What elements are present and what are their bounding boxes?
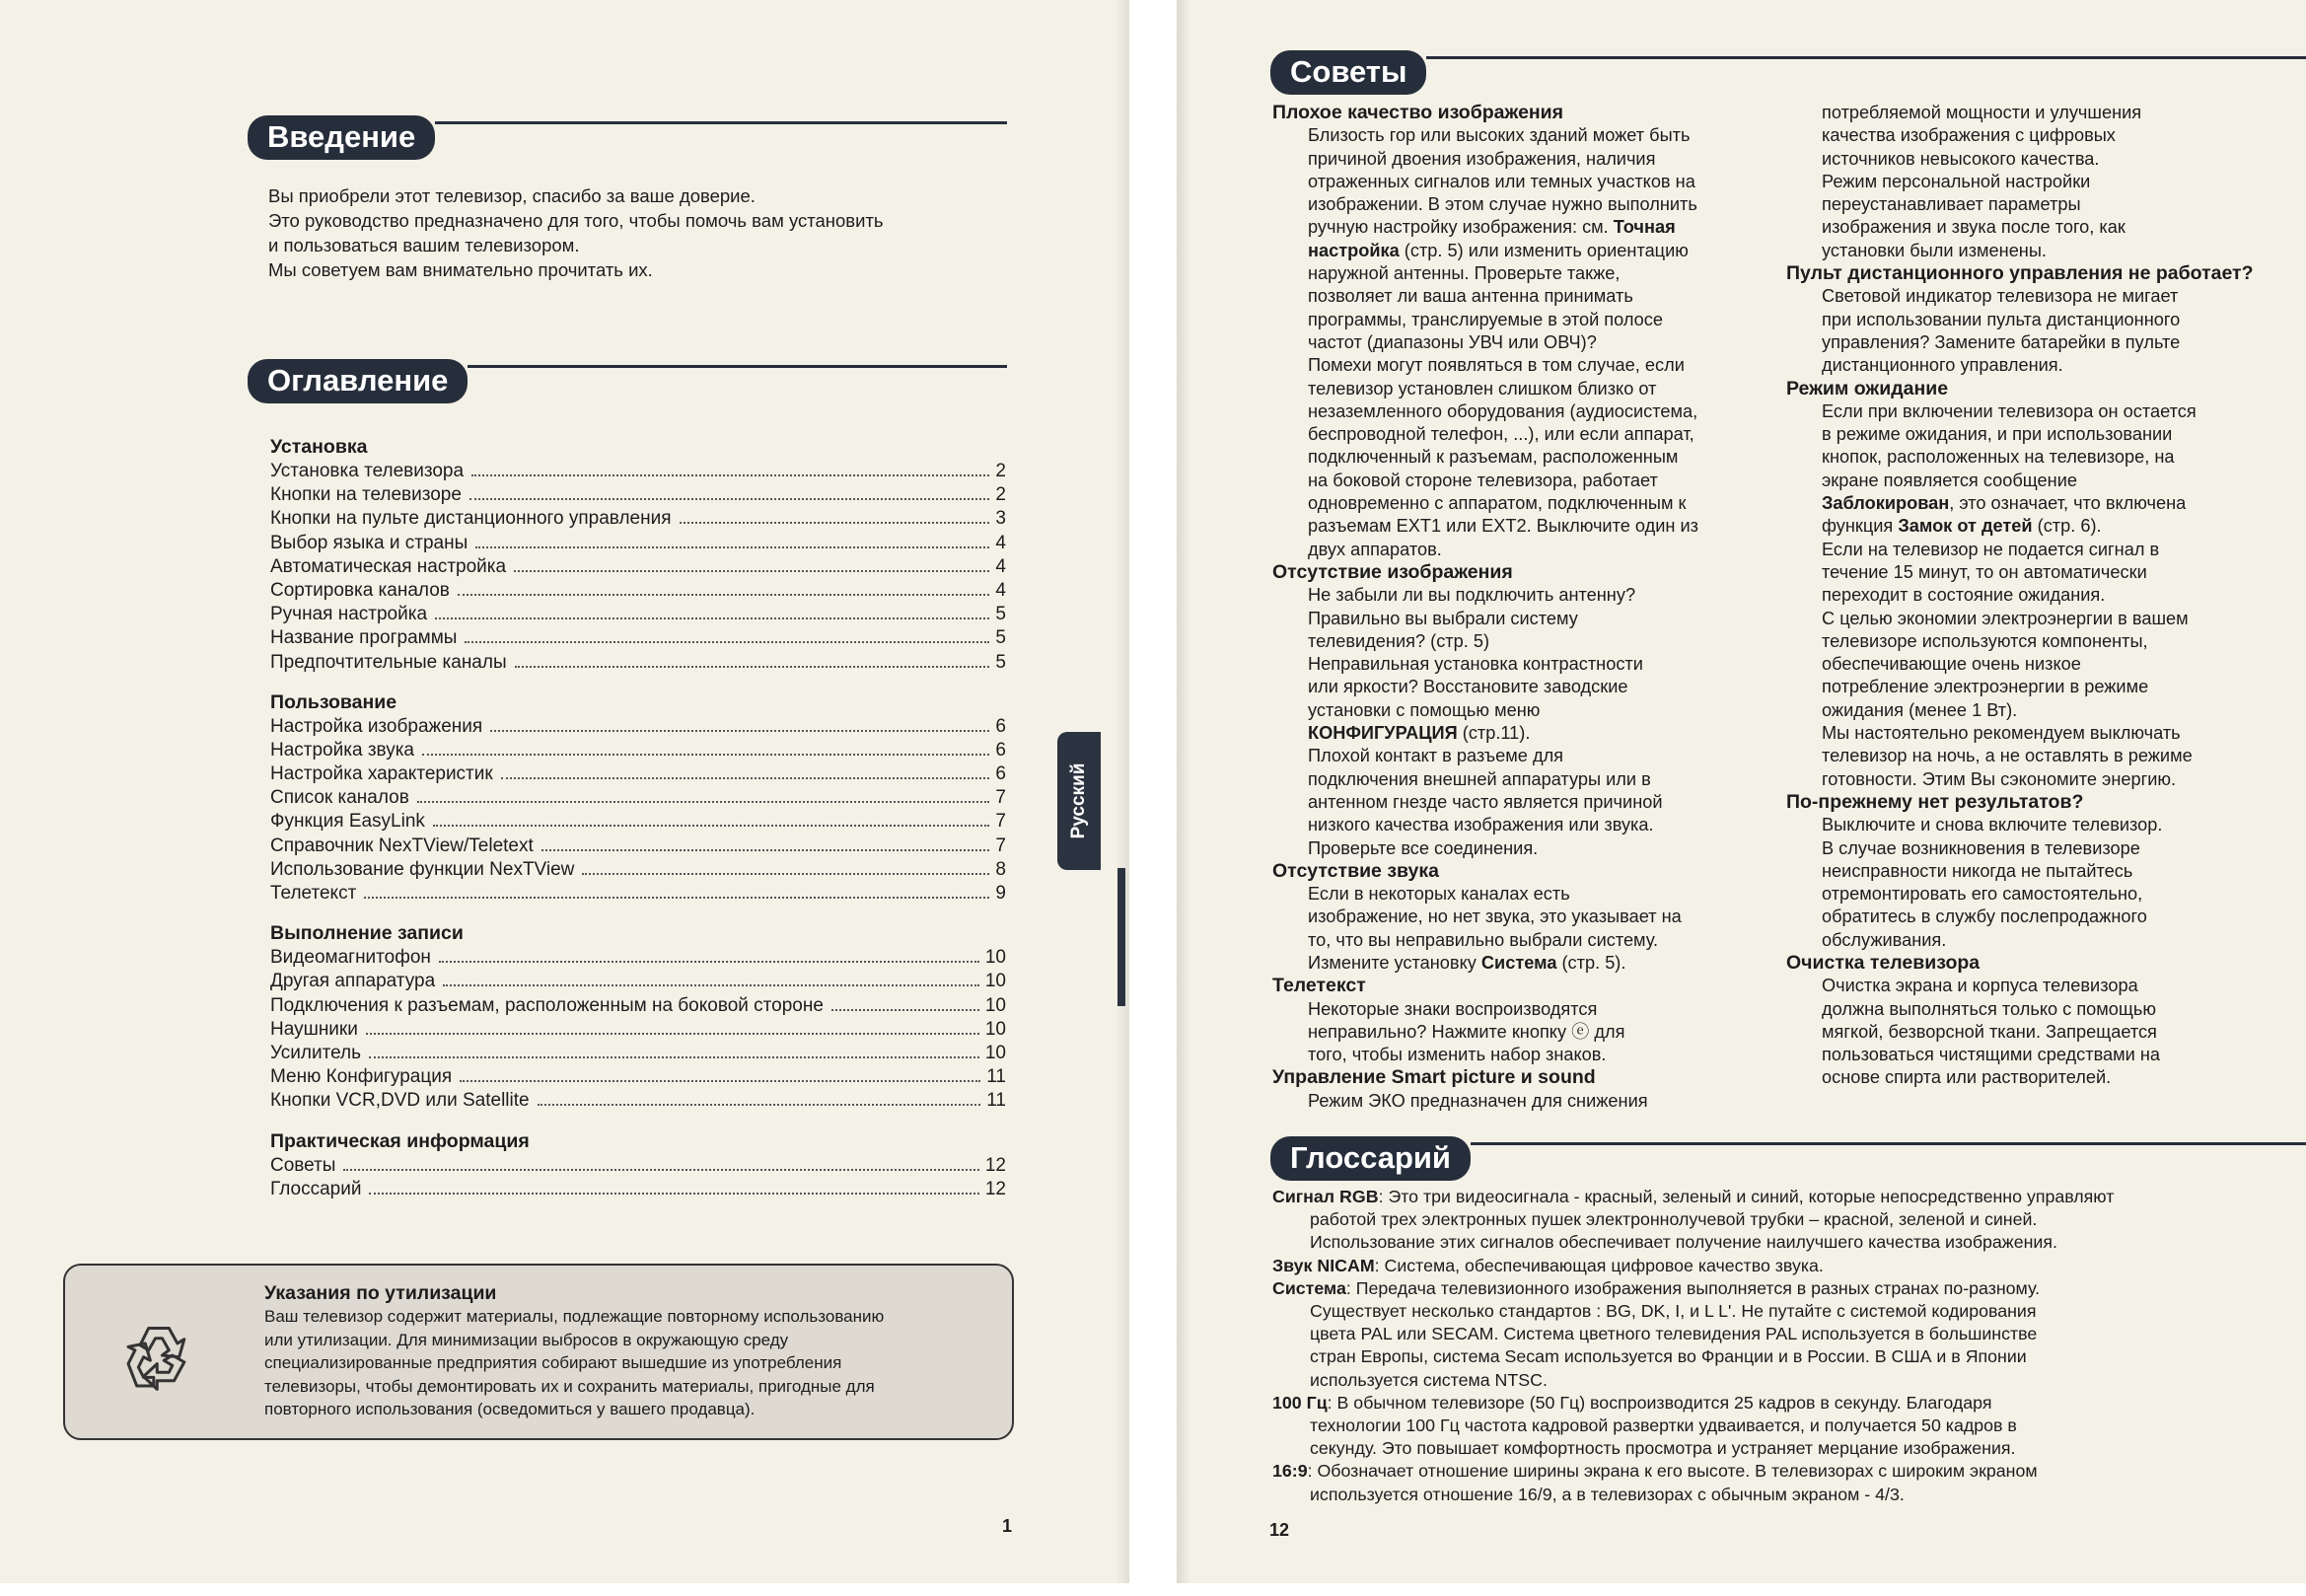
intro-title: Введение <box>248 115 435 160</box>
tip-section <box>1786 102 2299 262</box>
toc-dot-leader <box>831 1009 979 1011</box>
toc-entry-page: 7 <box>995 834 1006 856</box>
glossary-entry <box>1272 1392 2269 1461</box>
toc-entry[interactable] <box>270 555 1006 579</box>
tip-line: частот (диапазоны УВЧ или ОВЧ)? <box>1308 331 1597 352</box>
tip-line: программы, транслируемые в этой полосе <box>1308 309 1664 329</box>
tip-line: должна выполняться только с помощью <box>1822 998 2156 1019</box>
tip-heading: Режим ожидание <box>1786 377 1949 399</box>
toc-dot-leader <box>343 1169 978 1171</box>
toc-entry-page: 2 <box>995 484 1006 506</box>
toc-dot-leader <box>501 777 990 779</box>
tip-line: мягкой, безворсной ткани. Запрещается <box>1822 1021 2157 1042</box>
tip-section <box>1272 975 1766 1066</box>
tip-line: Плохой контакт в разъеме для <box>1308 746 1564 766</box>
toc-entry-title: Телетекст <box>270 883 357 904</box>
toc-dot-leader <box>514 570 989 572</box>
tip-line: наружной антенны. Проверьте также, <box>1308 263 1621 284</box>
tip-body <box>1786 814 2299 952</box>
tip-line: готовности. Этим Вы сэкономите энергию. <box>1822 768 2177 789</box>
tip-body <box>1786 400 2299 791</box>
intro-header <box>248 115 1007 160</box>
tip-line: Не забыли ли вы подключить антенну? <box>1308 585 1636 606</box>
tip-line: обслуживания. <box>1822 929 1947 950</box>
tip-line: беспроводной телефон, ...), или если аппарат, <box>1308 424 1694 445</box>
toc-entry[interactable] <box>270 507 1006 531</box>
glossary-term: Система <box>1272 1277 1346 1298</box>
toc-dot-leader <box>465 641 989 643</box>
toc-entry-title: Использование функции NexTView <box>270 858 575 880</box>
tip-line: то, что вы неправильно выбрали систему. <box>1308 929 1659 950</box>
toc-entry-page: 6 <box>995 739 1006 761</box>
toc-entry-title: Название программы <box>270 627 458 649</box>
toc-dot-leader <box>417 801 990 803</box>
toc-entry[interactable] <box>270 483 1006 507</box>
tip-body <box>1786 285 2299 377</box>
toc-dot-leader <box>582 873 989 875</box>
tip-line: телевизоре используются компоненты, <box>1822 630 2148 651</box>
toc-entry-page: 6 <box>995 763 1006 785</box>
toc-entry-title: Установка телевизора <box>270 461 465 481</box>
tip-line: дистанционного управления. <box>1822 355 2063 376</box>
toc-entry-title: Другая аппаратура <box>270 971 436 992</box>
recycle-icon <box>116 1313 201 1398</box>
tip-line: подключенный к разъемам, расположенным <box>1308 447 1679 468</box>
tip-section <box>1272 860 1766 975</box>
glossary-entry <box>1272 1186 2269 1255</box>
toc-group <box>270 690 1006 907</box>
tip-line: того, чтобы изменить набор знаков. <box>1308 1045 1607 1065</box>
tip-line: Помехи могут появляться в том случае, если <box>1308 355 1685 376</box>
toc-entry-title: Подключения к разъемам, расположенным на боковой стороне <box>270 994 824 1016</box>
toc-entry-page: 2 <box>995 461 1006 481</box>
tips-column-1 <box>1272 102 1766 1113</box>
toc-entry-page: 10 <box>984 1042 1006 1063</box>
tip-line: Если при включении телевизора он остается <box>1822 400 2197 421</box>
tip-heading: Управление Smart picture и sound <box>1272 1066 1596 1089</box>
toc-entry[interactable] <box>270 1089 1006 1113</box>
language-tab <box>1057 732 1101 870</box>
tip-line: потребляемой мощности и улучшения <box>1822 103 2142 122</box>
tip-line: КОНФИГУРАЦИЯ (стр.11). <box>1308 723 1531 744</box>
recycling-line: специализированные предприятия собирают вышедшие из употребления <box>264 1353 842 1372</box>
toc-entry-page: 11 <box>986 1066 1006 1088</box>
toc-entry-title: Советы <box>270 1154 336 1176</box>
toc-group <box>270 1129 1006 1201</box>
tip-line: незаземленного оборудования (аудиосистема, <box>1308 400 1698 421</box>
tip-line: или яркости? Восстановите заводские <box>1308 677 1628 697</box>
tip-line: разъемам EXT1 или EXT2. Выключите один из <box>1308 516 1698 537</box>
left-page <box>0 0 1129 1583</box>
tip-line: при использовании пульта дистанционного <box>1822 309 2181 329</box>
toc-entry-page: 5 <box>995 604 1006 625</box>
tip-body <box>1786 102 2299 262</box>
toc-group-heading: Установка <box>270 436 368 458</box>
tip-line: телевидения? (стр. 5) <box>1308 630 1490 651</box>
recycling-text <box>264 1281 994 1421</box>
toc-entry-page: 11 <box>986 1090 1006 1112</box>
toc-entry-title: Функция EasyLink <box>270 811 425 833</box>
toc-dot-leader <box>369 1193 978 1195</box>
tips-column-2 <box>1786 102 2299 1090</box>
glossary-definition-line: используется система NTSC. <box>1310 1369 1548 1390</box>
tip-line: двух аппаратов. <box>1308 539 1442 559</box>
tip-line: экране появляется сообщение <box>1822 470 2077 490</box>
intro-text <box>268 183 1018 282</box>
tip-line: Очистка экрана и корпуса телевизора <box>1822 976 2138 996</box>
toc-dot-leader <box>469 498 989 500</box>
tip-line: Правильно вы выбрали систему <box>1308 608 1578 628</box>
toc-dot-leader <box>541 849 990 851</box>
tip-line: Заблокирован, это означает, что включена <box>1822 493 2187 514</box>
tip-line: обеспечивающие очень низкое <box>1822 654 2081 675</box>
intro-rule <box>435 121 1007 124</box>
tip-line: отраженных сигналов или темных участков на <box>1308 171 1695 191</box>
toc-entry[interactable] <box>270 715 1006 739</box>
toc-entry[interactable] <box>270 786 1006 810</box>
tip-line: качества изображения с цифровых <box>1822 125 2116 146</box>
glossary-entry <box>1272 1277 2269 1392</box>
glossary-term: Сигнал RGB <box>1272 1187 1379 1206</box>
toc-entry[interactable] <box>270 762 1006 786</box>
toc-dot-leader <box>422 754 989 756</box>
tip-line: Некоторые знаки воспроизводятся <box>1308 998 1598 1019</box>
tip-line: Измените установку Система (стр. 5). <box>1308 952 1626 973</box>
tip-line: Выключите и снова включите телевизор. <box>1822 815 2163 835</box>
toc-entry-title: Выбор языка и страны <box>270 532 468 553</box>
tip-heading: Отсутствие изображения <box>1272 560 1513 583</box>
toc-entry-page: 5 <box>995 651 1006 673</box>
toc-entry-page: 7 <box>995 811 1006 833</box>
toc-entry-title: Наушники <box>270 1018 358 1040</box>
glossary-definition-line: цвета PAL или SECAM. Система цветного телевидения PAL используется в большинстве <box>1310 1324 2038 1344</box>
tip-line: телевизор на ночь, а не оставлять в режиме <box>1822 746 2193 766</box>
toc-dot-leader <box>515 666 990 668</box>
toc-entry-title: Кнопки на телевизоре <box>270 484 462 506</box>
tip-heading: По-прежнему нет результатов? <box>1786 790 2084 813</box>
toc-entry-page: 3 <box>995 508 1006 530</box>
toc-entry[interactable] <box>270 739 1006 762</box>
toc-dot-leader <box>369 1056 979 1058</box>
glossary-definition-line: технологии 100 Гц частота кадровой развертки удваивается, и получается 50 кадров в <box>1310 1415 2017 1436</box>
tip-line: управления? Замените батарейки в пульте <box>1822 331 2181 352</box>
recycling-line: Ваш телевизор содержит материалы, подлежащие повторному использованию <box>264 1307 885 1326</box>
toc-entry[interactable] <box>270 810 1006 834</box>
tip-line: ручную настройку изображения: см. Точная <box>1308 217 1676 238</box>
intro-line: Это руководство предназначено для того, чтобы помочь вам установить <box>268 210 884 231</box>
tip-line: Световой индикатор телевизора не мигает <box>1822 286 2179 307</box>
toc-entry[interactable] <box>270 579 1006 603</box>
tip-line: в режиме ожидания, и при использовании <box>1822 424 2173 445</box>
toc-entry-page: 10 <box>984 994 1006 1016</box>
toc-entry-page: 12 <box>984 1154 1006 1176</box>
toc-group <box>270 921 1006 1113</box>
tip-heading: Очистка телевизора <box>1786 951 1981 974</box>
tip-line: Мы настоятельно рекомендуем выключать <box>1822 723 2181 744</box>
glossary-term: Звук NICAM <box>1272 1255 1375 1275</box>
glossary-definition-first-line: Система: Передача телевизионного изображения выполняется в разных странах по-разному. <box>1272 1277 2041 1298</box>
glossary-term: 100 Гц <box>1272 1392 1328 1413</box>
tip-line: источников невысокого качества. <box>1822 148 2100 169</box>
glossary-rule <box>1471 1142 2306 1145</box>
toc-entry-page: 7 <box>995 787 1006 809</box>
tip-line: В случае возникновения в телевизоре <box>1822 837 2140 858</box>
recycling-title: Указания по утилизации <box>264 1282 497 1304</box>
toc-entry[interactable] <box>270 651 1006 675</box>
tip-line: изображение, но нет звука, это указывает на <box>1308 907 1682 927</box>
toc-entry-page: 4 <box>995 555 1006 577</box>
page-gutter-shadow <box>1116 0 1129 1583</box>
toc-entry-title: Глоссарий <box>270 1178 362 1199</box>
glossary-definition-line: секунду. Это повышает комфортность просмотра и устраняет мерцание изображения. <box>1310 1438 2016 1459</box>
tip-heading: Телетекст <box>1272 975 1366 997</box>
glossary-definition-line: Использование этих сигналов обеспечивает получение наилучшего качества изображения. <box>1310 1232 2057 1253</box>
intro-line: и пользоваться вашим телевизором. <box>268 235 580 255</box>
tip-heading: Пульт дистанционного управления не работает? <box>1786 262 2254 285</box>
toc-entry-page: 4 <box>995 579 1006 601</box>
toc-entry-title: Ручная настройка <box>270 604 428 625</box>
toc-entry-title: Кнопки VCR,DVD или Satellite <box>270 1090 530 1112</box>
tip-line: пользоваться чистящими средствами на <box>1822 1045 2161 1065</box>
glossary-definition-first-line: 16:9: Обозначает отношение ширины экрана к его высоте. В телевизорах с широким экраном <box>1272 1461 2038 1482</box>
toc-dot-leader <box>490 730 989 732</box>
tip-line: позволяет ли ваша антенна принимать <box>1308 286 1633 307</box>
tip-line: причиной двоения изображения, наличия <box>1308 148 1656 169</box>
glossary-definition-first-line: Звук NICAM: Система, обеспечивающая цифровое качество звука. <box>1272 1255 1824 1275</box>
glossary-title: Глоссарий <box>1270 1136 1471 1181</box>
toc-entry[interactable] <box>270 460 1006 483</box>
tip-line: потребление электроэнергии в режиме <box>1822 677 2149 697</box>
toc-entry[interactable] <box>270 946 1006 970</box>
recycling-line: повторного использования (осведомиться у вашего продавца). <box>264 1400 756 1418</box>
tip-line: Режим персональной настройки <box>1822 171 2091 191</box>
tip-body <box>1272 998 1766 1067</box>
toc-entry[interactable] <box>270 994 1006 1018</box>
toc-group <box>270 435 1006 675</box>
tip-line: установки были изменены. <box>1822 240 2047 260</box>
toc-entry-title: Настройка изображения <box>270 715 483 737</box>
toc-entry-page: 10 <box>984 947 1006 969</box>
tip-line: ожидания (менее 1 Вт). <box>1822 699 2018 720</box>
tip-line: Проверьте все соединения. <box>1308 837 1539 858</box>
toc-entry-title: Кнопки на пульте дистанционного управления <box>270 508 672 530</box>
toc-entry[interactable] <box>270 834 1006 858</box>
tip-body <box>1786 975 2299 1089</box>
toc-dot-leader <box>366 1033 979 1035</box>
toc-entry-page: 9 <box>995 883 1006 904</box>
recycling-line: телевизоры, чтобы демонтировать их и сохранить материалы, пригодные для <box>264 1376 875 1396</box>
tip-line: С целью экономии электроэнергии в вашем <box>1822 608 2189 628</box>
glossary-term: 16:9 <box>1272 1461 1308 1482</box>
tip-section <box>1272 1066 1766 1113</box>
toc-entry[interactable] <box>270 858 1006 882</box>
toc-entry[interactable] <box>270 1065 1006 1089</box>
tip-line: низкого качества изображения или звука. <box>1308 815 1654 835</box>
toc-entry-title: Автоматическая настройка <box>270 555 507 577</box>
page-number-left: 1 <box>1002 1516 1013 1536</box>
recycling-line: или утилизации. Для минимизации выбросов в окружающую среду <box>264 1330 789 1349</box>
tip-line: течение 15 минут, то он автоматически <box>1822 561 2147 582</box>
tab-strip <box>1117 868 1125 1006</box>
tip-line: неисправности никогда не пытайтесь <box>1822 860 2133 881</box>
tip-line: Неправильная установка контрастности <box>1308 654 1643 675</box>
toc-entry-title: Список каналов <box>270 787 409 809</box>
toc-entry[interactable] <box>270 626 1006 650</box>
tip-line: на боковой стороне телевизора, работает <box>1308 470 1658 490</box>
page-gutter-shadow <box>1177 0 1190 1583</box>
toc-entry[interactable] <box>270 1018 1006 1042</box>
tip-line: телевизор установлен слишком близко от <box>1308 378 1657 399</box>
tip-line: антенном гнезде часто является причиной <box>1308 791 1663 812</box>
toc-entry[interactable] <box>270 532 1006 555</box>
toc-entry[interactable] <box>270 882 1006 906</box>
tip-heading: Отсутствие звука <box>1272 859 1439 882</box>
intro-line: Мы советуем вам внимательно прочитать их. <box>268 259 653 280</box>
tips-rule <box>1426 56 2306 59</box>
toc-entry[interactable] <box>270 1042 1006 1065</box>
tip-line: отремонтировать его самостоятельно, <box>1822 884 2143 905</box>
toc-group-heading: Практическая информация <box>270 1129 530 1152</box>
toc-entry-page: 5 <box>995 627 1006 649</box>
toc-dot-leader <box>439 961 979 963</box>
recycling-notice <box>63 1264 1014 1440</box>
tip-line: установки с помощью меню <box>1308 699 1541 720</box>
tip-section <box>1786 262 2299 377</box>
tip-section <box>1272 102 1766 561</box>
toc-group-heading: Выполнение записи <box>270 922 464 945</box>
tip-heading: Плохое качество изображения <box>1272 102 1564 123</box>
tip-section <box>1786 952 2299 1090</box>
toc-dot-leader <box>435 617 989 619</box>
glossary-definition-first-line: Сигнал RGB: Это три видеосигнала - красный, зеленый и синий, которые непосредственно управляют <box>1272 1187 2115 1206</box>
tip-line: функция Замок от детей (стр. 6). <box>1822 516 2102 537</box>
tip-line: переустанавливает параметры <box>1822 194 2081 215</box>
toc-entry[interactable] <box>270 603 1006 626</box>
tip-body <box>1272 883 1766 975</box>
toc-dot-leader <box>364 897 989 899</box>
glossary-definition-line: используется отношение 16/9, а в телевизорах с обычным экраном - 4/3. <box>1310 1484 1905 1504</box>
toc-entry-title: Предпочтительные каналы <box>270 651 507 673</box>
language-tab-label: Русский <box>1068 762 1089 839</box>
glossary-definition-line: стран Европы, система Secam используется во Франции и в России. В США и в Японии <box>1310 1346 2027 1367</box>
tip-body <box>1272 124 1766 561</box>
toc-dot-leader <box>443 984 979 986</box>
table-of-contents <box>270 435 1006 1217</box>
tip-line: Режим ЭКО предназначен для снижения <box>1308 1090 1648 1111</box>
toc-entry-title: Справочник NexTView/Teletext <box>270 834 534 856</box>
toc-group-heading: Пользование <box>270 690 397 713</box>
glossary-definition-first-line: 100 Гц: В обычном телевизоре (50 Гц) воспроизводится 25 кадров в секунду. Благодаря <box>1272 1392 1992 1413</box>
toc-entry-title: Видеомагнитофон <box>270 947 431 969</box>
tip-body <box>1272 1090 1766 1113</box>
toc-entry-title: Меню Конфигурация <box>270 1066 453 1088</box>
tip-line: обратитесь в службу послепродажного <box>1822 907 2147 927</box>
toc-entry-page: 8 <box>995 858 1006 880</box>
toc-entry-title: Настройка звука <box>270 739 414 761</box>
toc-entry-page: 12 <box>984 1178 1006 1199</box>
glossary-definition-line: Существует несколько стандартов : BG, DK, I, и L L'. Не путайте с системой кодирования <box>1310 1301 2037 1322</box>
tip-section <box>1786 791 2299 952</box>
toc-entry-page: 6 <box>995 715 1006 737</box>
toc-dot-leader <box>680 522 990 524</box>
toc-rule <box>468 365 1007 368</box>
toc-dot-leader <box>471 474 989 476</box>
toc-entry[interactable] <box>270 970 1006 993</box>
toc-entry-page: 10 <box>984 971 1006 992</box>
toc-entry-title: Усилитель <box>270 1042 362 1063</box>
toc-dot-leader <box>460 1080 980 1082</box>
toc-header <box>248 359 1007 403</box>
toc-entry[interactable] <box>270 1178 1006 1201</box>
toc-entry[interactable] <box>270 1154 1006 1178</box>
tip-line: кнопок, расположенных на телевизоре, на <box>1822 447 2175 468</box>
page-number-right: 12 <box>1269 1520 1290 1540</box>
tips-title: Советы <box>1270 50 1426 95</box>
tip-line: Близость гор или высоких зданий может быть <box>1308 125 1691 146</box>
toc-entry-page: 4 <box>995 532 1006 553</box>
intro-line: Вы приобрели этот телевизор, спасибо за ваше доверие. <box>268 185 756 206</box>
toc-entry-page: 10 <box>984 1018 1006 1040</box>
tip-section <box>1272 561 1766 860</box>
tip-section <box>1786 378 2299 791</box>
tip-line: изображении. В этом случае нужно выполнить <box>1308 194 1697 215</box>
toc-title: Оглавление <box>248 359 468 403</box>
tip-body <box>1272 584 1766 860</box>
toc-entry-title: Сортировка каналов <box>270 579 450 601</box>
glossary-header <box>1270 1136 2306 1181</box>
tip-line: основе спирта или растворителей. <box>1822 1067 2112 1088</box>
tips-header <box>1270 50 2306 95</box>
glossary-list <box>1272 1186 2269 1506</box>
tip-line: Если на телевизор не подается сигнал в <box>1822 539 2160 559</box>
toc-dot-leader <box>538 1104 981 1106</box>
toc-dot-leader <box>433 825 990 827</box>
tip-line: одновременно с аппаратом, подключенным к <box>1308 493 1687 514</box>
tip-line: Если в некоторых каналах есть <box>1308 884 1570 905</box>
tip-line: изображения и звука после того, как <box>1822 217 2126 238</box>
glossary-entry <box>1272 1460 2269 1505</box>
toc-entry-title: Настройка характеристик <box>270 763 493 785</box>
tip-line: переходит в состояние ожидания. <box>1822 585 2106 606</box>
tip-line: настройка (стр. 5) или изменить ориентацию <box>1308 240 1689 260</box>
tip-line: неправильно? Нажмите кнопку ⓔ для <box>1308 1021 1625 1042</box>
glossary-definition-line: работой трех электронных пушек электроннолучевой трубки – красной, зеленой и синей. <box>1310 1209 2038 1230</box>
tip-line: подключения внешней аппаратуры или в <box>1308 768 1651 789</box>
toc-dot-leader <box>475 546 989 548</box>
toc-dot-leader <box>458 594 990 596</box>
glossary-entry <box>1272 1255 2269 1277</box>
